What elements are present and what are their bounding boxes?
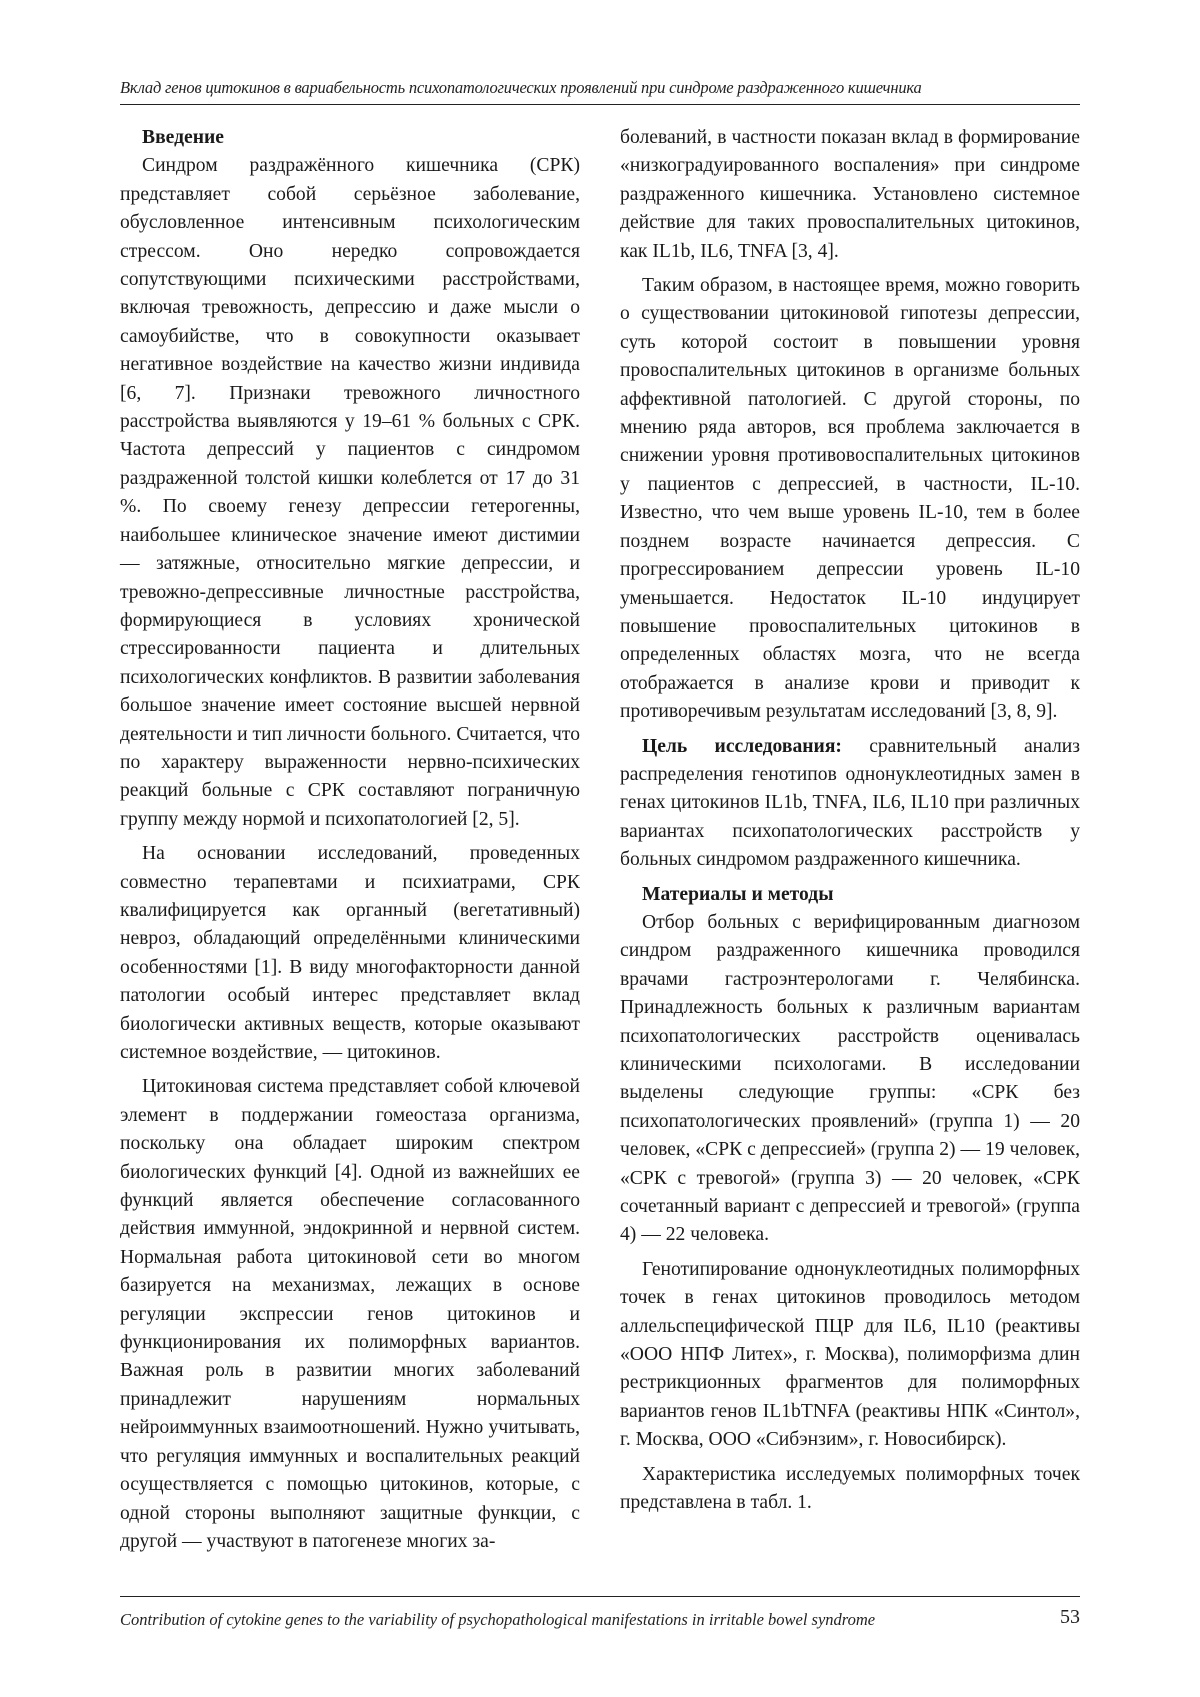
running-header: Вклад генов цитокинов в вариабельность психопатологических проявлений при синдроме раздраженного кишечника <box>120 78 922 97</box>
paragraph: Цитокиновая система представляет собой ключевой элемент в поддержании гомеостаза организма, поскольку она обладает широким спектром биологических функций [4]. Одной из важнейших ее функций является обеспечение согласованного действия иммунной, эндокринной и нервной систем. Нормальная работа цитокиновой сети во многом базируется на механизмах, лежащих в основе регуляции экспрессии генов цитокинов и функционирования их полиморфных вариантов. Важная роль в развитии многих заболеваний принадлежит нарушениям нормальных нейроиммунных взаимоотношений. Нужно учитывать, что регуляция иммунных и воспалительных реакций осуществляется с помощью цитокинов, которые, с одной стороны выполняют защитные функции, с другой — участвуют в патогенезе многих за- <box>120 1076 580 1552</box>
aim-text: сравнительный анализ распределения генотипов однонуклеотидных замен в генах цитокинов IL1b, TNFA, IL6, IL10 при различных вариантах психопатологических расстройств у больных синдромом раздраженного кишечника. <box>620 735 1081 871</box>
footer-english-title: Contribution of cytokine genes to the variability of psychopathological manifestations in irritable bowel syndrome <box>120 1610 876 1629</box>
header-rule <box>120 104 1080 105</box>
section-heading-introduction: Введение <box>142 127 224 148</box>
paragraph: Синдром раздражённого кишечника (СРК) представляет собой серьёзное заболевание, обусловленное интенсивным психологическим стрессом. Оно нередко сопровождается сопутствующими психическими расстройствами, включая тревожность, депрессию и даже мысли о самоубийстве, что в совокупности оказывает негативное воздействие на качество жизни индивида [6, 7]. Признаки тревожного личностного расстройства выявляются у 19–61 % больных с СРК. Частота депрессий у пациентов с синдромом раздраженной толстой кишки колеблется от 17 до 31 %. По своему генезу депрессии гетерогенны, наибольшее клиническое значение имеют дистимии — затяжные, относительно мягкие депрессии, и тревожно-депрессивные личностные расстройства, формирующиеся в условиях хронической стрессированности пациента и длительных психологических конфликтов. В развитии заболевания большое значение имеет состояние высшей нервной деятельности и тип личности больного. Считается, что по характеру выраженности нервно-психических реакций больные с СРК составляют пограничную группу между нормой и психопатологией [2, 5]. <box>120 155 580 830</box>
paragraph: На основании исследований, проведенных совместно терапевтами и психиатрами, СРК квалифицируется как органный (вегетативный) невроз, обладающий определёнными клиническими особенностями [1]. В виду многофакторности данной патологии особый интерес представляет вклад биологически активных веществ, которые оказывают системное воздействие, — цитокинов. <box>120 843 580 1063</box>
aim-label: Цель исследования: <box>642 735 842 757</box>
page-footer <box>120 1606 1080 1636</box>
footer-rule <box>120 1596 1080 1597</box>
page-number: 53 <box>1060 1606 1080 1628</box>
paragraph: болеваний, в частности показан вклад в формирование «низкоградуированного воспаления» при синдроме раздраженного кишечника. Установлено системное действие для таких провоспалительных цитокинов, как IL1b, IL6, TNFA [3, 4]. <box>620 127 1080 262</box>
paragraph: Таким образом, в настоящее время, можно говорить о существовании цитокиновой гипотезы депрессии, суть которой состоит в повышении уровня провоспалительных цитокинов в организме больных аффективной патологией. С другой стороны, по мнению ряда авторов, вся проблема заключается в снижении уровня противовоспалительных цитокинов у пациентов с депрессией, в частности, IL-10. Известно, что чем выше уровень IL-10, тем в более позднем возрасте начинается депрессия. С прогрессированием депрессии уровень IL-10 уменьшается. Недостаток IL-10 индуцирует повышение провоспалительных цитокинов в определенных областях мозга, что не всегда отображается в анализе крови и приводит к противоречивым результатам исследований [3, 8, 9]. <box>620 275 1080 723</box>
paragraph: Генотипирование однонуклеотидных полиморфных точек в генах цитокинов проводилось методом аллельспецифической ПЦР для IL6, IL10 (реактивы «ООО НПФ Литех», г. Москва), полиморфизма длин рестрикционных фрагментов для полиморфных вариантов генов IL1bTNFA (реактивы НПК «Синтол», г. Москва, ООО «Сибэнзим», г. Новосибирск). <box>620 1258 1080 1451</box>
right-column <box>620 124 1080 1524</box>
paragraph: Отбор больных с верифицированным диагнозом синдром раздраженного кишечника проводился врачами гастроэнтерологами г. Челябинска. Принадлежность больных к различным вариантам психопатологических расстройств оценивалась клиническими психологами. В исследовании выделены следующие группы: «СРК без психопатологических проявлений» (группа 1) — 20 человек, «СРК с депрессией» (группа 2) — 19 человек, «СРК с тревогой» (группа 3) — 20 человек, «СРК сочетанный вариант с депрессией и тревогой» (группа 4) — 22 человека. <box>620 911 1080 1246</box>
left-column <box>120 124 580 1562</box>
aim-paragraph <box>620 733 1080 875</box>
paragraph: Характеристика исследуемых полиморфных точек представлена в табл. 1. <box>620 1463 1080 1514</box>
section-heading-methods: Материалы и методы <box>642 883 834 905</box>
